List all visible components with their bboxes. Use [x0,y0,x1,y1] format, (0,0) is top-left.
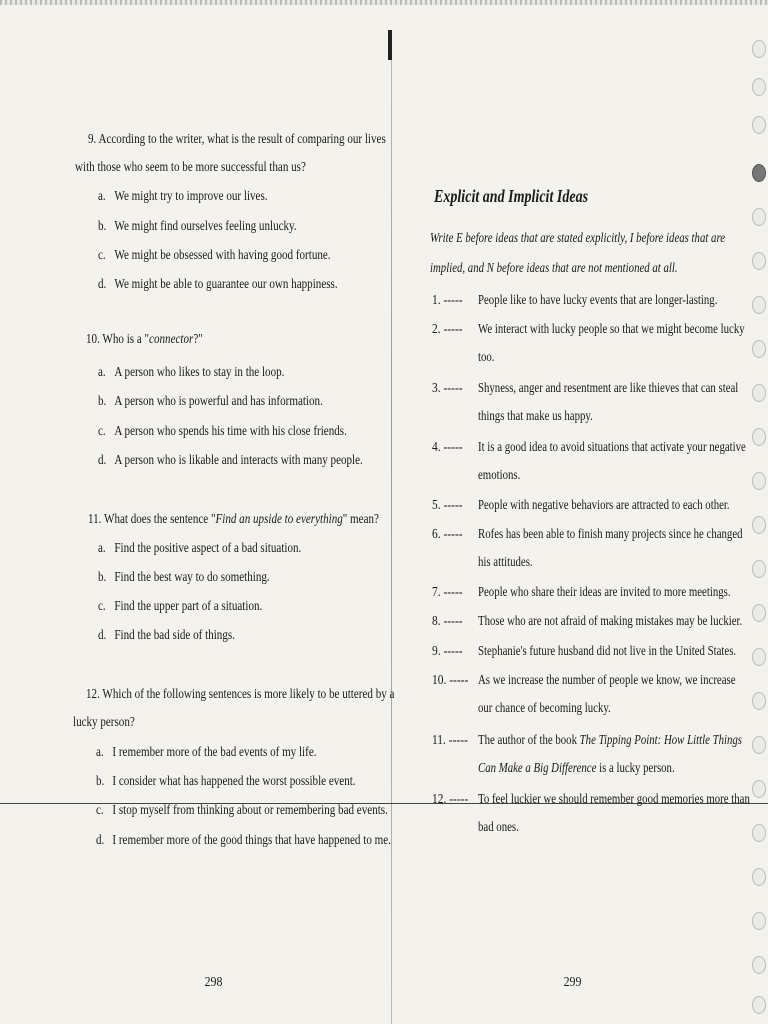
statement-text: Shyness, anger and resentment are like thieves that can steal [478,380,739,395]
statement-text: our chance of becoming lucky. [478,700,611,715]
option-letter: c. [98,423,106,438]
statement-number: 3. ----- [432,380,463,395]
statement-text: We interact with lucky people so that we might become lucky [478,321,745,336]
statement-text: As we increase the number of people we know, we increase [478,672,736,687]
option-letter: b. [98,393,107,408]
question-10-option-b [98,391,323,411]
binder-hole [752,40,766,58]
binder-hole [752,78,766,96]
binder-hole [752,208,766,226]
statement-text: too. [478,349,495,364]
statement-number: 4. ----- [432,439,463,454]
option-letter: c. [98,247,106,262]
option-letter: c. [96,802,104,817]
option-text: A person who is likable and interacts with many people. [114,452,363,467]
instructions-line-2: implied, and N before ideas that are not mentioned at all. [430,260,678,275]
page-number-right: 299 [563,975,582,990]
binder-hole [752,736,766,754]
question-text: 11. What does the sentence " [88,511,216,526]
statement-text: Stephanie's future husband did not live in the United States. [478,643,737,658]
question-12-line-1: 12. Which of the following sentences is more likely to be uttered by a [86,686,395,701]
question-10-option-c [98,421,347,441]
option-letter: a. [98,364,106,379]
option-text: Find the bad side of things. [114,627,235,642]
section-heading: Explicit and Implicit Ideas [434,186,589,206]
binder-hole [752,384,766,402]
question-9-line-1: 9. According to the writer, what is the result of comparing our lives [88,131,386,146]
binder-hole [752,604,766,622]
statement-text: his attitudes. [478,554,533,569]
statement-number: 10. ----- [432,672,469,687]
option-text: I remember more of the bad events of my life. [112,744,317,759]
question-12-option-b [96,771,356,791]
question-11-option-c [98,596,262,616]
question-9-option-c [98,245,331,265]
question-12-option-a [96,742,317,762]
statement-number: 5. ----- [432,497,463,512]
option-letter: d. [98,276,107,291]
statement-text: Rofes has been able to finish many projects since he changed [478,526,743,541]
question-emphasis: Find an upside to everything [215,511,343,526]
option-text: A person who is powerful and has information. [114,393,323,408]
option-letter: b. [98,569,107,584]
question-9-option-d [98,274,338,294]
binder-holes [748,40,768,1024]
option-text: We might find ourselves feeling unlucky. [114,218,297,233]
question-11-option-a [98,538,301,558]
option-text: A person who spends his time with his close friends. [114,423,347,438]
question-10 [86,325,203,353]
option-letter: b. [96,773,105,788]
statement-text: emotions. [478,467,521,482]
binder-hole [752,164,766,182]
option-text: We might be obsessed with having good fortune. [114,247,331,262]
option-letter: d. [98,627,107,642]
binder-hole [752,780,766,798]
option-letter: a. [98,188,106,203]
statement-number: 1. ----- [432,292,463,307]
option-letter: d. [96,832,105,847]
question-10-option-a [98,362,284,382]
option-text: I stop myself from thinking about or remembering bad events. [112,802,388,817]
statement-text [478,726,742,754]
statement-text: People like to have lucky events that are longer-lasting. [478,292,718,307]
option-letter: d. [98,452,107,467]
binder-hole [752,824,766,842]
statement-text-plain: is a lucky person. [596,760,675,775]
statement-text-plain: The author of the book [478,732,580,747]
statement-number: 9. ----- [432,643,463,658]
statement-text: People with negative behaviors are attracted to each other. [478,497,730,512]
question-emphasis: connector [149,331,194,346]
statement-number: 8. ----- [432,613,463,628]
binder-hole [752,692,766,710]
option-text: A person who likes to stay in the loop. [114,364,285,379]
page-number-left: 298 [204,975,223,990]
binder-hole [752,472,766,490]
statement-number: 12. ----- [432,791,469,806]
binder-hole [752,868,766,886]
statement-number: 7. ----- [432,584,463,599]
statement-text: To feel luckier we should remember good memories more than [478,791,750,806]
question-10-option-d [98,450,363,470]
option-text: Find the positive aspect of a bad situation. [114,540,302,555]
option-text: Find the upper part of a situation. [114,598,263,613]
binder-hole [752,912,766,930]
statement-number: 2. ----- [432,321,463,336]
question-text: ?" [193,331,203,346]
option-letter: a. [98,540,106,555]
question-9-line-2: with those who seem to be more successful than us? [75,159,306,174]
statement-text: things that make us happy. [478,408,593,423]
statement-number: 11. ----- [432,732,468,747]
binder-hole [752,996,766,1014]
statement-text: bad ones. [478,819,519,834]
question-12-option-c [96,800,388,820]
binder-hole [752,116,766,134]
question-9-option-a [98,186,268,206]
binder-hole [752,560,766,578]
option-letter: a. [96,744,104,759]
binder-hole [752,252,766,270]
book-title: Can Make a Big Difference [478,760,597,775]
statement-text: People who share their ideas are invited to more meetings. [478,584,731,599]
statement-number: 6. ----- [432,526,463,541]
statement-text: It is a good idea to avoid situations that activate your negative [478,439,746,454]
option-letter: c. [98,598,106,613]
option-text: We might be able to guarantee our own happiness. [114,276,338,291]
option-text: I consider what has happened the worst possible event. [112,773,356,788]
option-text: Find the best way to do something. [114,569,270,584]
question-9-option-b [98,216,297,236]
question-11-option-d [98,625,235,645]
binder-hole [752,340,766,358]
option-text: We might try to improve our lives. [114,188,268,203]
question-11 [88,505,379,533]
binder-hole [752,516,766,534]
binder-hole [752,296,766,314]
binder-hole [752,956,766,974]
statement-text [478,754,675,782]
statement-text: Those who are not afraid of making mistakes may be luckier. [478,613,743,628]
option-text: I remember more of the good things that have happened to me. [112,832,391,847]
question-12-line-2: lucky person? [73,714,135,729]
binder-hole [752,428,766,446]
binder-hole [752,648,766,666]
question-text: " mean? [342,511,379,526]
question-12-option-d [96,830,391,850]
option-letter: b. [98,218,107,233]
question-text: 10. Who is a " [86,331,150,346]
question-11-option-b [98,567,270,587]
book-title: The Tipping Point: How Little Things [579,732,742,747]
instructions-line-1: Write E before ideas that are stated explicitly, I before ideas that are [430,230,726,245]
